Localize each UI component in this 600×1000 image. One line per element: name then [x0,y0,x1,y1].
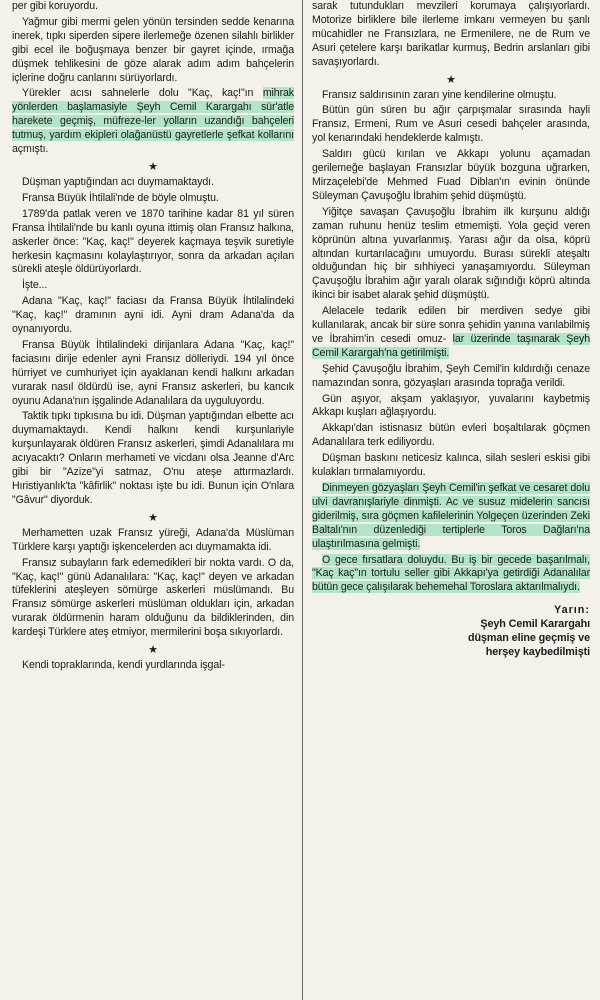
text-run: Yürekler acısı sahnelerle dolu "Kaç, kaç!"ın [22,87,263,100]
left-column [12,0,294,675]
paragraph [312,305,590,361]
paragraph: Adana "Kaç, kaç!" faciası da Fransa Büyük İhtilalindeki "Kaç, kaç!" dramının ayni idi. Ayni dram Adana'da da oynanıyordu. [12,295,294,336]
paragraph: Şehid Çavuşoğlu İbrahim, Şeyh Cemil'in kıldırdığı cenaze namazından sonra, gözyaşları arasında toprağa verildi. [312,362,590,389]
paragraph: Saldırı gücü kırılan ve Akkapı yolunu açamadan gerilemeğe başlayan Fransızlar büyük bozguna uğrarken, Mirzaçelebi'de Mehmed Fuad Diblan'ın evinin önünde Süleyman Çavuşoğlu İbrahim şehid düşmüştü. [312,148,590,202]
highlighted-text: Dinmeyen gözyaşları Şeyh Cemil'in şefkat ve cesaret dolu ulvi davranışlariyle dinmişti. Ac ve susuz midelerin sancısı giderilmiş, sıra göçmen kafilelerinin Yolgeçen üzerinden Zeki Baltalı'nın düzenlediği tertiplerle Toros Dağları'na ulaştırılmasına gelmişti. [312,482,590,550]
teaser-line: herşey kaybedilmişti [485,646,590,659]
paragraph [312,554,590,596]
paragraph: Merhametten uzak Fransız yüreği, Adana'da Müslüman Türklere karşı yaptığı işkencelerden acı duymamakta idi. [12,526,294,553]
section-star-icon: ★ [148,511,158,524]
paragraph [312,482,590,552]
section-star-icon: ★ [446,73,456,86]
paragraph: Yiğitçe savaşan Çavuşoğlu İbrahim ilk kurşunu aldığı zaman ruhunu henüz teslim etmemişti. Yola geçid veren köprünün altına yuvarlanmış. Yarası ağır da olsa, köprü altından kurtarılacağını umuyordu. Burası sürekli ateşaltı olduğundan hiç bir sıhhiyeci yanaşamıyordu. Süleyman Çavuşoğlu İbrahim ağır yaralı olarak sığındığı köprü altında ikinci bir isabet alarak şehid düşmüştü. [312,205,590,302]
teaser-line: düşman eline geçmiş ve [467,632,590,645]
paragraph: 1789'da patlak veren ve 1870 tarihine kadar 81 yıl süren Fransa İhtilali'nde bu kanlı oyuna ittimiş olan Fransız halkına, askerler önce: "Kaç, kaç!" deyerek kaçmaya teşvik suretiyle herkesin kaçmasını kolaylaştırıyor, sonra da arkadan açılan sürekli ateşle öldürüyorlardı. [12,207,294,276]
paragraph: Fransız saldırısının zararı yine kendilerine olmuştu. [322,88,557,101]
paragraph: Düşman baskını neticesiz kalınca, silah sesleri eskisi gibi kulakları tırmalamıyordu. [312,452,590,479]
paragraph [12,87,294,157]
paragraph: Bütün gün süren bu ağır çarpışmalar sırasında hayli Fransız, Ermeni, Rum ve Asuri cesedi bahçeler arasında, yol kenarındaki hendeklerde kalmıştı. [312,104,590,145]
paragraph: Düşman yaptığından acı duymamaktaydı. [22,175,214,188]
paragraph: Kendi topraklarında, kendi yurdlarında işgal- [22,659,225,672]
highlighted-text: mihrak yönlerden başlamasiyle Şeyh Cemil Karargahı sür'atle harekete geçmiş, müfreze-ler yolların uzandığı bahçeleri tutmuş, yardım ekipleri olağanüstü gayretlerle şefkat kollarını [12,87,294,142]
paragraph: Yağmur gibi mermi gelen yönün tersinden sedde kenarına inerek, tıpkı siperden sipere ilerlemeğe özenen silahlı birlikler gibi ecel ile boğuşmaya benzer bir gayret içinde, ırmağa düşmek tehlikesini de göze alarak adım adım bahçelerin içlerine doğru canlarını sürüyorlardı. [12,15,294,84]
text-run: Alelacele tedarik edilen bir merdiven sedye gibi kullanılarak, ancak bir süre sonra şehidin yanına varılabilmiş ve İbrahim'in cesedi omuz- [312,305,590,345]
highlighted-text: lar üzerinde taşınarak Şeyh Cemil Karargah'na getirilmişti. [312,332,590,359]
paragraph: Taktik tıpkı tıpkısına bu idi. Düşman yaptığından elbette acı duymamaktaydı. Kendi halkını kendi kurşunlariyle kurşunlayarak öldüren Fransız askerleri, şimdi Adanalılara mı acıyacaktı? Onların merhameti ve vicdanı olsa Jeanne d'Arc gibi bir "Azize"yi satmaz, O'nu ateşe attırmazlardı. Hıristiyanlık'ta "kâfirlik" noktası işte bu idi. Bunun için O'nlara "Gâvur" diyorduk. [12,410,294,506]
paragraph: sarak tutundukları mevzileri korumaya çalışıyorlardı. Motorize birliklere bile ilerleme imkanı vermeyen bu şanlı mücahidler ne Fransızlara, ne Ermenilere, ne de Rum ve Asuri çetelere karşı barikatlar kurmuş, Bedrin arslanları gibi savaşıyorlardı. [312,0,590,68]
paragraph: per gibi koruyordu. [12,0,98,12]
paragraph: Gün aşıyor, akşam yaklaşıyor, yuvalarını kaybetmiş Akkapı kuşları ağlaşıyordu. [312,392,590,419]
section-star-icon: ★ [148,644,158,657]
paragraph: Akkapı'dan istisnasız bütün evleri boşaltılarak göçmen Adanalılara terk ediliyordu. [312,422,590,449]
teaser-line: Şeyh Cemil Karargahı [480,618,590,631]
section-star-icon: ★ [148,160,158,173]
column-divider [302,0,303,1000]
text-run: açmıştı. [12,143,49,156]
paragraph: Fransa Büyük İhtilalindeki dirijanlara Adana "Kaç, kaç!" faciasını dirije edenler ayni Fransız dölleriydi. 194 yıl önce hürriyet ve cumhuriyet için ayaklanan kendi halkını arkadan vurarak nasıl öldürdü ise, ayni Fransız askerleri, bu kancık oyunu Adana'nın işgalinde Adanalılara da uyguluyordu. [12,338,294,407]
paragraph: İşte... [22,279,48,292]
highlighted-text: O gece fırsatlara doluydu. Bu iş bir gecede başarılmalı, "Kaç kaç"ın tortulu seller gibi Akkapı'ya getirdiği Adanalılar bütün gece çalışılarak behemehal Toroslara aktarılmalıydı. [312,553,590,594]
next-issue-teaser [312,603,590,659]
paragraph: Fransa Büyük İhtilali'nde de böyle olmuştu. [22,191,219,204]
right-column [312,0,590,659]
paragraph: Fransız subayların fark edemedikleri bir nokta vardı. O da, "Kaç, kaç!" günü Adanalılara: "Kaç, kaç!" deyen ve arkadan tüfeklerini ateşleyen sömürge askerleri müslümandı. Bu Fransız sömürge askerleri müslüman oldukları için, arkadan vurarak öldürmenin haram olduğunu da bildiklerinden, din kardeşi Türklere ateş etmiyor, mermilerini boşa sıkıyorlardı. [12,556,294,639]
teaser-label: Yarın: [553,604,590,617]
